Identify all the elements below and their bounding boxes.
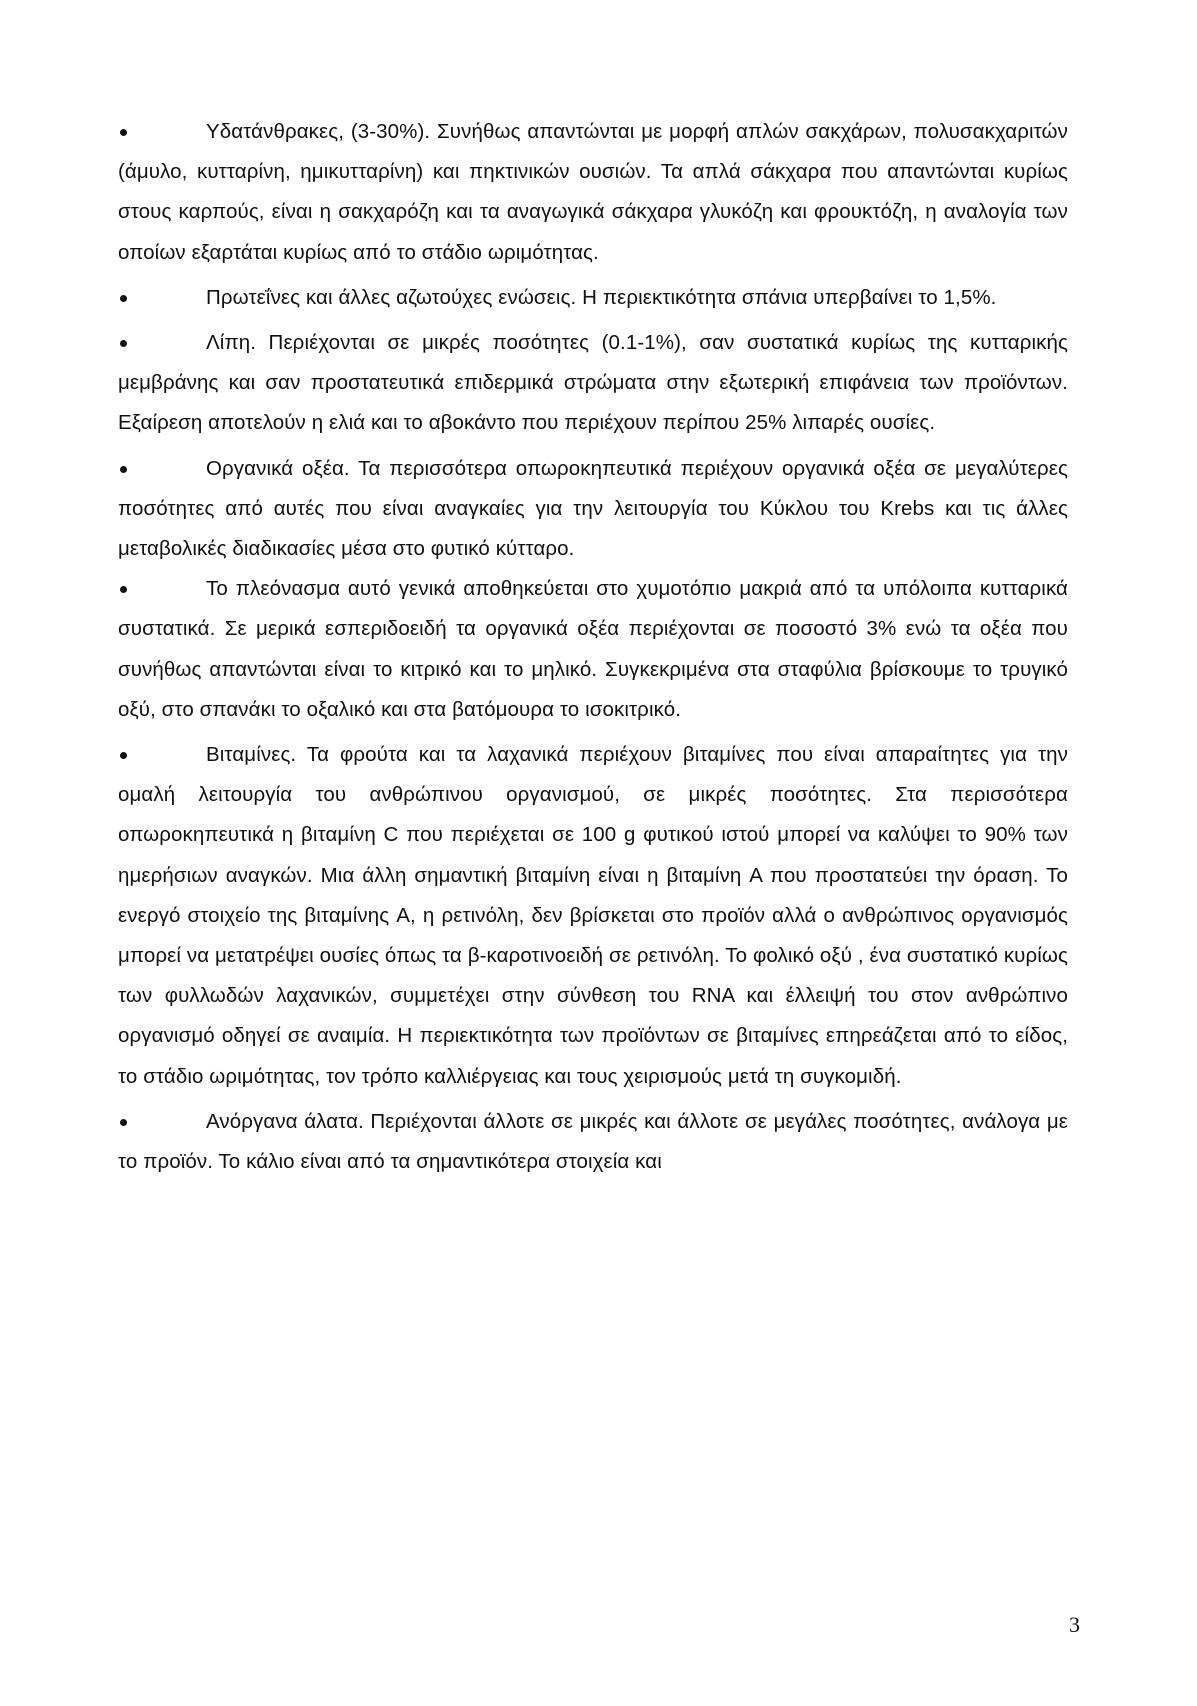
- paragraph-text: Βιταμίνες. Τα φρούτα και τα λαχανικά περιέχουν βιταμίνες που είναι απαραίτητες για την ομαλή λειτουργία του ανθρώπινου οργανισμού, σε μικρές ποσότητες. Στα περισσότερα οπωροκηπευτικά η βιταμίνη C που περιέχεται σε 100 g φυτικού ιστού μπορεί να καλύψει το 90% των ημερήσιων αναγκών. Μια άλλη σημαντική βιταμίνη είναι η βιταμίνη A που προστατεύει την όραση. Το ενεργό στοιχείο της βιταμίνης A, η ρετινόλη, δεν βρίσκεται στο προϊόν αλλά ο ανθρώπινος οργανισμός μπορεί να μετατρέψει ουσίες όπως τα β-καροτινοειδή σε ρετινόλη. Το φολικό οξύ , ένα συστατικό κυρίως των φυλλωδών λαχανικών, συμμετέχει στην σύνθεση του RNA και έλλειψή του στον ανθρώπινο οργανισμό οδηγεί σε αναιμία. Η περιεκτικότητα των προϊόντων σε βιταμίνες επηρεάζεται από το είδος, το στάδιο ωριμότητας, τον τρόπο καλλιέργειας και τους χειρισμούς μετά τη συγκομιδή.: [118, 743, 1068, 1088]
- paragraph-carbohydrates: [118, 112, 1068, 273]
- paragraph-minerals: [118, 1102, 1068, 1182]
- paragraph-vitamins: [118, 735, 1068, 1097]
- page-number: 3: [1069, 1612, 1080, 1637]
- bullet-icon: [120, 340, 127, 347]
- paragraph-text: Ανόργανα άλατα. Περιέχονται άλλοτε σε μικρές και άλλοτε σε μεγάλες ποσότητες, ανάλογα με το προϊόν. Το κάλιο είναι από τα σημαντικότερα στοιχεία και: [118, 1109, 1068, 1174]
- paragraph-text: Οργανικά οξέα. Τα περισσότερα οπωροκηπευτικά περιέχουν οργανικά οξέα σε μεγαλύτερες ποσότητες από αυτές που είναι αναγκαίες για την λειτουργία του Κύκλου του Krebs και τις άλλες μεταβολικές διαδικασίες μέσα στο φυτικό κύτταρο.: [118, 456, 1068, 561]
- paragraph-proteins: [118, 278, 1068, 318]
- bullet-icon: [120, 586, 127, 593]
- bullet-icon: [120, 1119, 127, 1126]
- bullet-icon: [120, 129, 127, 136]
- paragraph-text: Υδατάνθρακες, (3-30%). Συνήθως απαντώνται με μορφή απλών σακχάρων, πολυσακχαριτών (άμυλο, κυτταρίνη, ημικυτταρίνη) και πηκτινικών ουσιών. Τα απλά σάκχαρα που απαντώνται κυρίως στους καρπούς, είναι η σακχαρόζη και τα αναγωγικά σάκχαρα γλυκόζη και φρουκτόζη, η αναλογία των οποίων εξαρτάται κυρίως από το στάδιο ωριμότητας.: [118, 120, 1068, 264]
- paragraph-acid-surplus: [118, 569, 1068, 730]
- paragraph-fats: [118, 323, 1068, 444]
- bullet-icon: [120, 466, 127, 473]
- paragraph-text: Το πλεόνασμα αυτό γενικά αποθηκεύεται στο χυμοτόπιο μακριά από τα υπόλοιπα κυτταρικά συστατικά. Σε μερικά εσπεριδοειδή τα οργανικά οξέα περιέχονται σε ποσοστό 3% ενώ τα οξέα που συνήθως απαντώνται είναι το κιτρικό και το μηλικό. Συγκεκριμένα στα σταφύλια βρίσκουμε το τρυγικό οξύ, στο σπανάκι το οξαλικό και στα βατόμουρα το ισοκιτρικό.: [118, 577, 1068, 721]
- paragraph-text: Λίπη. Περιέχονται σε μικρές ποσότητες (0.1-1%), σαν συστατικά κυρίως της κυτταρικής μεμβράνης και σαν προστατευτικά επιδερμικά στρώματα στην εξωτερική επιφάνεια των προϊόντων. Εξαίρεση αποτελούν η ελιά και το αβοκάντο που περιέχουν περίπου 25% λιπαρές ουσίες.: [118, 331, 1068, 435]
- bullet-icon: [120, 752, 127, 759]
- paragraph-text: Πρωτεΐνες και άλλες αζωτούχες ενώσεις. Η περιεκτικότητα σπάνια υπερβαίνει το 1,5%.: [206, 285, 997, 309]
- paragraph-organic-acids: [118, 449, 1068, 570]
- page-body: [118, 112, 1068, 1182]
- bullet-icon: [120, 295, 127, 302]
